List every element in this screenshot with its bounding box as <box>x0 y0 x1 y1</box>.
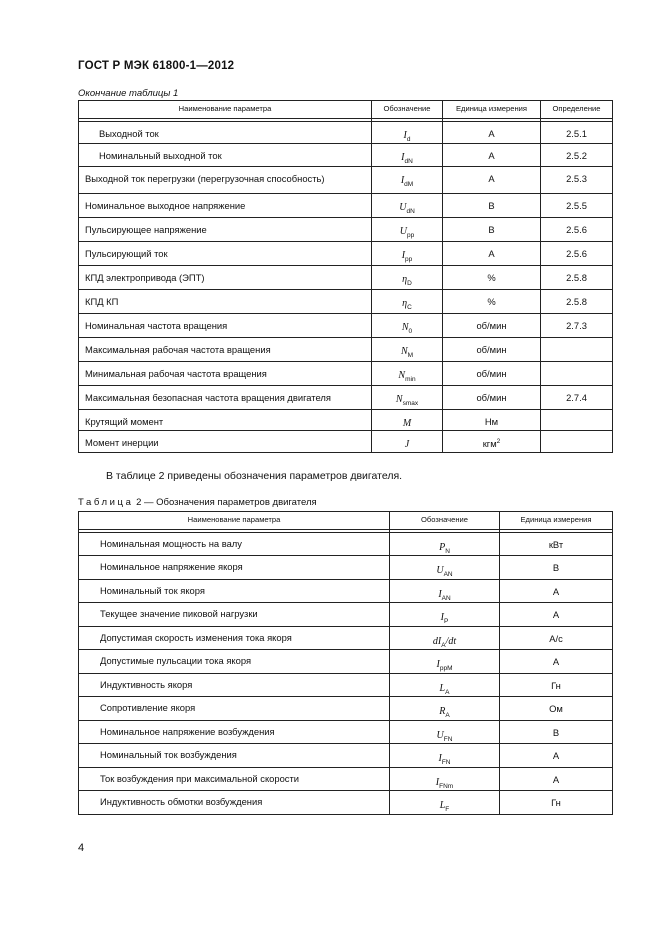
symbol-cell <box>372 265 443 289</box>
symbol-subscript: N <box>445 548 450 555</box>
definition-ref: 2.5.6 <box>541 241 613 265</box>
parameter-name: Номинальное напряжение якоря <box>79 556 390 579</box>
table1-header-row <box>79 101 613 119</box>
table-row <box>79 603 613 626</box>
unit-cell <box>443 313 541 337</box>
table-row <box>79 217 613 241</box>
symbol-main: P <box>439 542 446 553</box>
symbol-cell <box>372 144 443 166</box>
table-row <box>79 289 613 313</box>
table2-header-row <box>79 512 613 530</box>
table-row <box>79 166 613 193</box>
symbol-main: U <box>399 225 407 237</box>
symbol-subscript: AN <box>441 594 451 602</box>
definition-ref: 2.5.8 <box>541 265 613 289</box>
table-row <box>79 556 613 579</box>
parameter-name: Номинальное напряжение возбуждения <box>79 720 390 743</box>
unit-text: Нм <box>484 415 499 427</box>
unit-superscript: 2 <box>496 437 501 445</box>
table-row <box>79 626 613 649</box>
table2 <box>78 511 613 815</box>
column-header: Обозначение <box>372 101 443 119</box>
symbol-subscript: min <box>405 375 416 383</box>
symbol-main: N <box>398 369 406 381</box>
parameter-name: Индуктивность обмотки возбуждения <box>79 791 390 814</box>
symbol-main: I <box>436 659 440 671</box>
caption-lead: Таблица <box>78 497 134 508</box>
unit-cell <box>443 265 541 289</box>
unit-text: об/мин <box>476 343 507 355</box>
unit-cell: A <box>500 650 613 673</box>
symbol-cell <box>372 385 443 409</box>
table-row <box>79 791 613 814</box>
symbol-main: J <box>404 438 410 450</box>
symbol-main: I <box>440 612 444 624</box>
symbol-main: I <box>438 588 442 600</box>
unit-cell <box>443 241 541 265</box>
parameter-name: Ток возбуждения при максимальной скорости <box>79 767 390 790</box>
unit-text: A <box>488 128 495 139</box>
unit-text: A <box>488 150 495 162</box>
table-row <box>79 697 613 720</box>
table-row <box>79 385 613 409</box>
symbol-cell <box>390 556 500 579</box>
symbol-subscript: A <box>445 688 450 696</box>
unit-text: % <box>487 271 496 283</box>
symbol-cell <box>372 193 443 217</box>
table-row <box>79 193 613 217</box>
symbol-subscript: pp <box>405 255 413 263</box>
parameter-name: Максимальная рабочая частота вращения <box>79 337 372 361</box>
symbol-cell <box>372 122 443 144</box>
definition-ref: 2.7.4 <box>541 385 613 409</box>
page-number: 4 <box>78 842 85 854</box>
column-header: Наименование параметра <box>79 512 390 530</box>
unit-text: A <box>488 247 495 259</box>
parameter-name: Номинальный выходной ток <box>79 144 372 166</box>
column-header: Определение <box>541 101 613 119</box>
unit-cell <box>443 361 541 385</box>
symbol-main: η <box>402 273 408 285</box>
symbol-cell <box>372 430 443 452</box>
symbol-cell <box>390 697 500 720</box>
definition-ref: 2.5.1 <box>541 122 613 144</box>
unit-cell <box>443 217 541 241</box>
unit-cell <box>443 409 541 430</box>
symbol-subscript: A <box>445 712 450 720</box>
unit-text: В <box>488 199 495 211</box>
definition-ref: 2.5.3 <box>541 166 613 193</box>
table1 <box>78 100 613 453</box>
symbol-subscript: FN <box>441 759 451 767</box>
unit-cell: A/c <box>500 626 613 649</box>
unit-cell: Ом <box>500 697 613 720</box>
parameter-name: КПД КП <box>79 289 372 313</box>
symbol-cell <box>390 603 500 626</box>
symbol-main: M <box>402 417 412 429</box>
unit-text: A <box>488 172 495 184</box>
definition-ref: 2.5.8 <box>541 289 613 313</box>
unit-cell: A <box>500 767 613 790</box>
document-header: ГОСТ Р МЭК 61800-1—2012 <box>78 60 235 72</box>
parameter-name: Сопротивление якоря <box>79 697 390 720</box>
symbol-cell <box>390 579 500 602</box>
symbol-main: I <box>400 174 405 186</box>
parameter-name: Выходной ток <box>79 122 372 144</box>
unit-cell: В <box>500 556 613 579</box>
symbol-main: U <box>399 201 407 213</box>
symbol-main: L <box>439 682 446 694</box>
symbol-subscript: ppM <box>439 665 453 673</box>
unit-cell <box>443 289 541 313</box>
symbol-cell <box>390 626 500 649</box>
unit-cell: кВт <box>500 533 613 556</box>
table-row <box>79 409 613 430</box>
unit-cell <box>443 166 541 193</box>
symbol-subscript: dN <box>404 158 413 166</box>
symbol-main: I <box>401 152 405 164</box>
symbol-tail: /dt <box>445 635 457 647</box>
parameter-name: Текущее значение пиковой нагрузки <box>79 603 390 626</box>
unit-cell <box>443 122 541 144</box>
parameter-name: Минимальная рабочая частота вращения <box>79 361 372 385</box>
symbol-subscript: A <box>441 641 446 649</box>
column-header: Единица измерения <box>443 101 541 119</box>
symbol-subscript: FNm <box>439 782 454 790</box>
caption-number: 2 <box>136 497 142 508</box>
symbol-main: N <box>395 393 403 405</box>
table-row <box>79 241 613 265</box>
symbol-main: U <box>436 565 444 577</box>
table-row <box>79 579 613 602</box>
symbol-cell <box>372 166 443 193</box>
symbol-cell <box>372 241 443 265</box>
unit-cell <box>443 385 541 409</box>
symbol-main: L <box>439 800 446 812</box>
parameter-name: Выходной ток перегрузки (перегрузочная способность) <box>79 166 372 193</box>
unit-cell <box>443 193 541 217</box>
symbol-cell <box>390 767 500 790</box>
parameter-name: Индуктивность якоря <box>79 673 390 696</box>
table2-caption <box>78 497 317 508</box>
unit-cell <box>443 144 541 166</box>
symbol-subscript: F <box>445 806 450 814</box>
parameter-name: Допустимые пульсации тока якоря <box>79 650 390 673</box>
unit-text: кгм <box>482 438 497 450</box>
symbol-subscript: dM <box>404 180 414 188</box>
definition-ref: 2.5.5 <box>541 193 613 217</box>
definition-ref: 2.5.2 <box>541 144 613 166</box>
symbol-main: dI <box>432 635 442 647</box>
column-header: Обозначение <box>390 512 500 530</box>
symbol-main: N <box>400 345 408 357</box>
symbol-main: N <box>401 321 409 333</box>
symbol-cell <box>372 313 443 337</box>
unit-cell: Гн <box>500 673 613 696</box>
symbol-main: I <box>438 753 442 765</box>
symbol-cell <box>372 217 443 241</box>
symbol-cell <box>390 533 500 556</box>
table-row <box>79 744 613 767</box>
parameter-name: Номинальное выходное напряжение <box>79 193 372 217</box>
unit-cell: A <box>500 579 613 602</box>
parameter-name: Допустимая скорость изменения тока якоря <box>79 626 390 649</box>
unit-text: % <box>487 295 496 307</box>
column-header: Единица измерения <box>500 512 613 530</box>
symbol-subscript: d <box>406 136 411 143</box>
symbol-main: η <box>402 297 408 309</box>
symbol-subscript: dN <box>406 207 415 215</box>
unit-text: об/мин <box>476 319 507 331</box>
symbol-subscript: 0 <box>408 327 413 335</box>
symbol-cell <box>390 720 500 743</box>
table-row <box>79 313 613 337</box>
definition-ref <box>541 361 613 385</box>
parameter-name: Номинальная частота вращения <box>79 313 372 337</box>
symbol-subscript: pp <box>407 231 415 239</box>
parameter-name: КПД электропривода (ЭПТ) <box>79 265 372 289</box>
table-row <box>79 720 613 743</box>
symbol-subscript: AN <box>443 571 453 579</box>
symbol-subscript: M <box>407 351 414 359</box>
symbol-main: R <box>439 706 446 718</box>
parameter-name: Пульсирующий ток <box>79 241 372 265</box>
table-row <box>79 650 613 673</box>
parameter-name: Номинальная мощность на валу <box>79 533 390 556</box>
parameter-name: Крутящий момент <box>79 409 372 430</box>
unit-text: об/мин <box>476 391 507 403</box>
definition-ref <box>541 409 613 430</box>
parameter-name: Номинальный ток возбуждения <box>79 744 390 767</box>
definition-ref: 2.5.6 <box>541 217 613 241</box>
symbol-cell <box>390 744 500 767</box>
table-row <box>79 767 613 790</box>
parameter-name: Пульсирующее напряжение <box>79 217 372 241</box>
table-row <box>79 533 613 556</box>
unit-cell <box>443 430 541 452</box>
definition-ref <box>541 430 613 452</box>
parameter-name: Момент инерции <box>79 430 372 452</box>
symbol-subscript: smax <box>402 399 419 407</box>
table-row <box>79 337 613 361</box>
unit-cell <box>443 337 541 361</box>
symbol-cell <box>372 289 443 313</box>
definition-ref: 2.7.3 <box>541 313 613 337</box>
parameter-name: Максимальная безопасная частота вращения двигателя <box>79 385 372 409</box>
unit-cell: В <box>500 720 613 743</box>
symbol-main: I <box>401 249 406 261</box>
table-row <box>79 144 613 166</box>
symbol-cell <box>372 337 443 361</box>
body-paragraph: В таблице 2 приведены обозначения параметров двигателя. <box>106 470 403 482</box>
unit-text: В <box>488 223 495 235</box>
symbol-main: U <box>436 729 444 741</box>
symbol-main: I <box>435 776 440 788</box>
symbol-cell <box>372 361 443 385</box>
unit-cell: A <box>500 744 613 767</box>
definition-ref <box>541 337 613 361</box>
table-row <box>79 122 613 144</box>
symbol-cell <box>390 673 500 696</box>
symbol-cell <box>390 650 500 673</box>
symbol-cell <box>390 791 500 814</box>
parameter-name: Номинальный ток якоря <box>79 579 390 602</box>
table-row <box>79 673 613 696</box>
unit-cell: A <box>500 603 613 626</box>
symbol-cell <box>372 409 443 430</box>
column-header: Наименование параметра <box>79 101 372 119</box>
symbol-subscript: D <box>407 279 412 287</box>
table-row <box>79 265 613 289</box>
symbol-subscript: FN <box>443 735 453 743</box>
table-row <box>79 430 613 452</box>
table-row <box>79 361 613 385</box>
symbol-subscript: C <box>407 303 412 311</box>
unit-text: об/мин <box>476 367 507 379</box>
caption-text: — Обозначения параметров двигателя <box>141 497 317 508</box>
symbol-subscript: P <box>444 618 449 626</box>
table1-caption: Окончание таблицы 1 <box>78 88 179 99</box>
unit-cell: Гн <box>500 791 613 814</box>
symbol-main: I <box>403 130 407 141</box>
